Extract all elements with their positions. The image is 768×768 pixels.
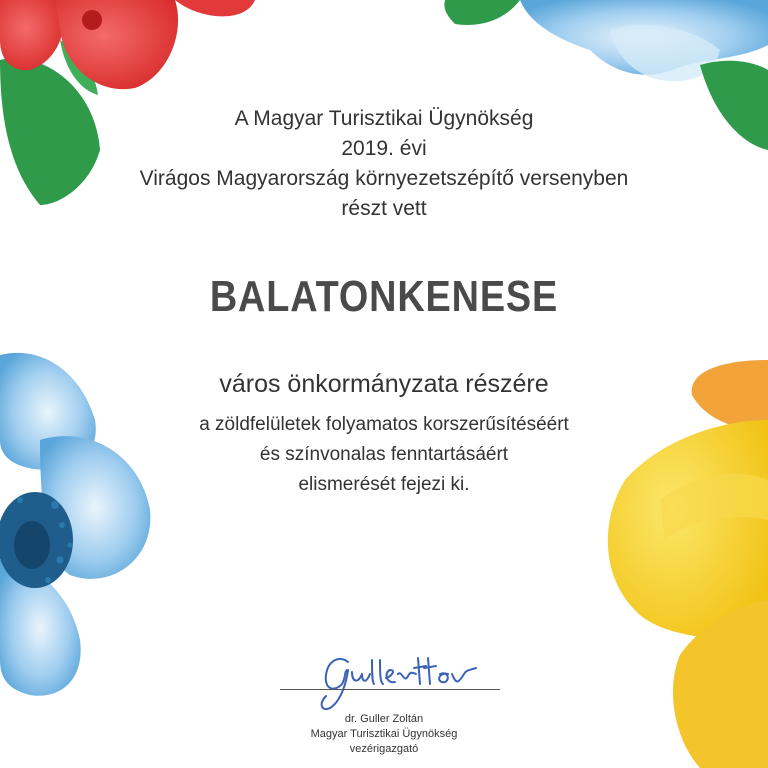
blue-flower-left (0, 353, 150, 696)
blue-flower-center-inner (14, 521, 50, 569)
green-leaf-top-right-1 (444, 0, 520, 25)
signer-title: vezérigazgató (349, 743, 419, 755)
signer-organization: Magyar Turisztikai Ügynökség (310, 728, 458, 740)
reason-text (0, 410, 768, 500)
reason-line-2: és színvonalas fenntartásáért (259, 444, 509, 465)
intro-line-year: 2019. évi (341, 137, 427, 160)
signer-name: dr. Guller Zoltán (344, 713, 424, 725)
reason-line-3: elismerését fejezi ki. (298, 474, 470, 495)
handwritten-signature (300, 640, 490, 715)
intro-line-organization: A Magyar Turisztikai Ügynökség (234, 107, 534, 130)
red-petal-3 (175, 0, 255, 16)
recipient-line: város önkormányzata részére (219, 370, 549, 398)
intro-line-competition: Virágos Magyarország környezetszépítő versenyben (139, 167, 629, 190)
reason-line-1: a zöldfelületek folyamatos korszerűsítéséért (199, 414, 569, 435)
red-petal-1 (0, 0, 64, 70)
red-flower-center (82, 10, 102, 30)
town-name: BALATONKENESE (209, 272, 559, 321)
signature-line (280, 689, 500, 690)
intro-text (0, 104, 768, 224)
intro-line-participated: részt vett (341, 197, 427, 220)
signer-block (0, 712, 768, 757)
